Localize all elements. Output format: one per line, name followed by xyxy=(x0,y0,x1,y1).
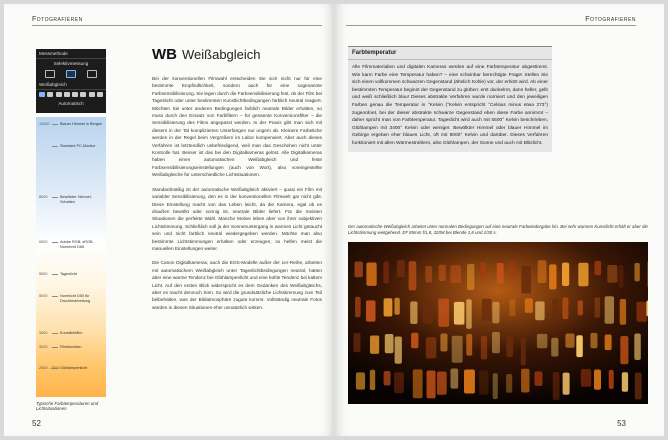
lamp-shape xyxy=(620,336,628,364)
lamp-shape xyxy=(370,336,379,354)
evaluative-metering-icon xyxy=(45,70,55,78)
lamp-shape xyxy=(467,264,474,290)
left-page xyxy=(4,4,334,436)
lamp-shape xyxy=(521,369,529,393)
scale-tick xyxy=(52,146,58,147)
paragraph: Die Canon Digitalkameras, auch die EOS-Modelle außer der 1er-Reihe, arbeiten mit automatischem Weißabgleich unter Tageslichtbedingungen neutral, hatten aber eine warme Tendenz bei Glühlampenlicht und eine kühle Tendenz bei kaltem Licht. Auf den ersten Blick widerspricht es dem Gedanken des Weißabgleichs, aber es macht dennoch Sinn. So wird die grundsätzliche Lichtstimmung zum Teil beibehalten, was der Bildatmosphäre zugute kommt. Vollständig neutrale Fotos würden in diesen Situationen eher unnatürlich wirken. xyxy=(152,260,322,310)
kelvin-value: 5500 xyxy=(39,272,48,276)
paragraph: Bei der konventionellen Filmwahl entscheiden Sie sich nicht nur für eine bestimmte Empfindlichkeit, sondern auch für eine sogenannte Farbsensibilisierung. Sie legen durch die Farbsensibilisierung fest, ob der Film bei Tageslicht oder unter bestimmten Kunstlichtbedingungen farblich neutral reagiert. Möchten Sie unter anderen Bedingungen farblich neutrale Bilder erhalten, so muss durch den Einsatz von Farbfiltern – für genannte Konversionsfilter – die Sensibilisierung des Films angepasst werden. In der Praxis gibt man sich mit diesem in der Tat komplizierten Unterfangen nur ungern ab. Kleinere Farbstiche werden in der Regel beim Vergrößern im Labor kompensiert. Aber auch dieses Verfahren ist letztendlich unbefriedigend, weil man das Geschehen nicht unter Kontrolle hat. Besser ist das bei den Digitalkameras gelöst. Alle Digitalkameras haben einen automatischen Weißabgleich und feste Farbsensibilisierungseinstellungen (auch von Wort), also voreingestellte Weißabgleiche für unterschiedliche Lichtsituationen. xyxy=(152,76,322,178)
lamp-shape xyxy=(578,300,583,315)
main-text-column xyxy=(152,46,322,318)
lamp-shape xyxy=(413,369,423,398)
white-balance-sidebar xyxy=(36,49,106,417)
lamp-shape xyxy=(438,299,449,327)
lamp-shape xyxy=(634,334,641,361)
right-page xyxy=(334,4,664,436)
lamp-shape xyxy=(353,333,360,352)
custom-wb-icon xyxy=(97,92,103,97)
lamp-shape xyxy=(535,301,544,320)
lamp-shape xyxy=(411,333,418,348)
lamp-shape xyxy=(464,370,475,394)
lamp-shape xyxy=(423,299,433,324)
lamp-shape xyxy=(506,374,512,393)
lamp-shape xyxy=(384,298,393,316)
title-text: Weißabgleich xyxy=(182,47,261,62)
light-situation-label: Adobe RGB, sRGB, Normlicht D65 xyxy=(60,240,94,249)
lamp-shape xyxy=(551,338,558,357)
lamp-shape xyxy=(553,372,560,400)
lamp-shape xyxy=(595,261,602,275)
lamp-shape xyxy=(609,370,614,389)
fluorescent-wb-icon xyxy=(80,92,86,97)
lamp-shape xyxy=(355,262,363,278)
lamp-shape xyxy=(562,298,568,320)
lamp-shape xyxy=(565,334,574,348)
lamp-shape xyxy=(594,370,601,390)
running-head-left: Fotografieren xyxy=(32,16,322,26)
lamp-shape xyxy=(479,370,488,394)
light-situation-label: Bewölkter Himmel, Schatten xyxy=(60,195,92,204)
title-abbrev: WB xyxy=(152,46,177,63)
lamp-shape xyxy=(622,372,628,392)
lamp-shape xyxy=(578,263,588,286)
lamp-shape xyxy=(563,373,570,395)
scale-tick xyxy=(52,124,58,125)
light-situation-label: Kunstlichtfilm xyxy=(60,331,83,335)
section-title xyxy=(152,46,322,63)
lamp-shape xyxy=(492,332,500,353)
warm-light-photo-illustration xyxy=(348,242,648,404)
lamp-shape xyxy=(397,260,405,277)
info-box-text: Alle Filmmaterialien und digitalen Kameras werden auf eine Farbtemperatur abgestimmt. Wie kann Farbe eine Temperatur haben? – eine scheinbar berechtigte Frage! Stellen Sie sich einen vollkommen schwarzen Gegenstand (ähnlich Kohle) vor, der erhitzt wird. Ab einer bestimmten Temperatur beginnt der Gegenstand zu glühen: erst dunkelrot, dann heller, gelb und weiß schließlich blau! Dieses abstrakte Verfahren wurde normiert und den jeweiligen Farben genau die Temperatur in °Kelvin (°Kelvin entspricht °Celsius minus etwa 273°) zugeordnet, bei der dieser abstrakte schwarze Gegenstand eben diese Farbe annimmt – daher spricht man von Farbtemperatur. Tageslicht wird auch mit 5500° Kelvin beschrieben, Glühlampen mit 3400° Kelvin oder weniger. Bewölkter Himmel oder blauer Himmel im Gebirge ergeben eher blaues Licht, oft mit 8000° Kelvin und darüber. Dieses Verfahren funktioniert mit allen Wärmestrahlern, also Glühlampen, der Sonne und auch mit Blitzlicht. xyxy=(352,65,548,146)
scale-tick xyxy=(52,296,58,297)
auto-wb-icon xyxy=(39,92,45,97)
lamp-shape xyxy=(451,369,459,389)
kelvin-value: 5000 xyxy=(39,294,48,298)
metering-icons xyxy=(36,68,106,80)
light-situation-label: Filmleuchten xyxy=(60,345,82,349)
lamp-shape xyxy=(440,334,447,352)
daylight-wb-icon xyxy=(47,92,53,97)
lamp-shape xyxy=(481,336,487,359)
lamp-shape xyxy=(552,299,558,319)
lamp-shape xyxy=(425,266,432,283)
camera-menu-screenshot xyxy=(36,49,106,113)
metering-sub-label: Selektivmessung xyxy=(53,61,89,66)
flash-wb-icon xyxy=(89,92,95,97)
lamp-shape xyxy=(439,265,446,282)
scale-tick xyxy=(52,368,58,369)
lamp-shape xyxy=(581,369,591,387)
shade-wb-icon xyxy=(56,92,62,97)
scale-tick xyxy=(52,333,58,334)
lamp-shape xyxy=(482,299,492,321)
lamp-shape xyxy=(450,265,461,283)
metering-menu-title: Messmethode xyxy=(36,49,106,59)
lamp-shape xyxy=(607,265,617,283)
wb-menu-title: Weißabgleich xyxy=(36,80,106,90)
lamp-shape xyxy=(618,265,623,288)
light-situation-label: Blauer Himmel in Bergen xyxy=(60,122,103,126)
lamp-shape xyxy=(635,373,642,400)
lamp-shape xyxy=(395,337,402,364)
light-situation-label: Normlicht D50 für Druckbearbeitung xyxy=(60,294,90,303)
kelvin-value: 10000 xyxy=(39,122,50,126)
lamps-photo xyxy=(348,242,648,404)
lamp-shape xyxy=(366,263,376,286)
lamp-shape xyxy=(384,371,391,386)
kelvin-value: 2500 - 2000 xyxy=(39,366,60,370)
info-box xyxy=(348,46,552,152)
lamp-shape xyxy=(562,263,569,286)
center-weighted-metering-icon xyxy=(87,70,97,78)
lamp-shape xyxy=(480,263,486,278)
lamp-shape xyxy=(595,297,601,318)
lamp-shape xyxy=(385,334,394,353)
kelvin-value: 6500 xyxy=(39,240,48,244)
wb-preset-icons xyxy=(36,90,106,99)
lamp-shape xyxy=(509,299,515,316)
photo-caption: Der automatische Weißabgleich arbeitet unter normalen Bedingungen auf eine neutrale Farbwiedergabe hin. Bei sehr warmen Kunstlicht erhält er aber die Lichtstimmung weitgehend. EF 85mm f/1,8, 320M bei Blende 1,8 und 1/30 s. xyxy=(348,224,648,235)
lamp-shape xyxy=(409,261,417,290)
lamp-shape xyxy=(549,264,556,289)
lamp-shape xyxy=(427,371,436,399)
lamp-shape xyxy=(590,333,597,348)
lamp-shape xyxy=(452,336,463,363)
light-situation-label: Standard PC-Monitor xyxy=(60,144,96,148)
lamp-shape xyxy=(521,338,526,366)
lamp-shape xyxy=(497,263,504,284)
lamp-shape xyxy=(636,302,647,322)
kelvin-value: 3200 xyxy=(39,345,48,349)
book-spread xyxy=(4,4,664,436)
lamp-shape xyxy=(508,261,516,279)
lamp-shape xyxy=(437,372,447,395)
lamp-shape xyxy=(576,335,583,357)
lamp-shape xyxy=(394,298,399,315)
lamp-shape xyxy=(356,372,365,389)
lamp-shape xyxy=(647,261,648,288)
kelvin-value: 3400 xyxy=(39,331,48,335)
running-head-right: Fotografieren xyxy=(346,16,636,26)
wb-value: Automatisch xyxy=(58,101,84,106)
scale-tick xyxy=(52,197,58,198)
color-temperature-scale xyxy=(36,117,106,397)
tungsten-wb-icon xyxy=(72,92,78,97)
lamp-shape xyxy=(605,335,612,351)
lamp-shape xyxy=(605,296,614,324)
lamp-shape xyxy=(466,299,472,329)
lamp-shape xyxy=(525,298,533,313)
page-number-left: 52 xyxy=(32,419,41,428)
light-situation-label: Glühlampenlicht xyxy=(60,366,88,370)
lamp-shape xyxy=(506,336,513,357)
lamp-shape xyxy=(394,372,404,393)
lamp-shape xyxy=(366,300,376,321)
lamp-shape xyxy=(410,301,417,324)
page-number-right: 53 xyxy=(617,419,626,428)
scale-tick xyxy=(52,274,58,275)
lamp-shape xyxy=(538,260,547,283)
lamp-shape xyxy=(370,370,375,390)
scale-tick xyxy=(52,242,58,243)
cloudy-wb-icon xyxy=(64,92,70,97)
lamp-shape xyxy=(646,300,648,316)
lamp-shape xyxy=(426,337,437,358)
lamp-shape xyxy=(537,334,548,348)
lamp-shape xyxy=(383,261,389,283)
lamp-shape xyxy=(466,334,472,356)
lamp-shape xyxy=(620,299,626,325)
lamp-shape xyxy=(535,371,543,386)
lamp-shape xyxy=(493,373,498,399)
info-box-title: Farbtemperatur xyxy=(348,47,552,60)
lamp-shape xyxy=(635,263,640,282)
light-situation-label: Tageslicht xyxy=(60,272,77,276)
scale-tick xyxy=(52,347,58,348)
lamp-shape xyxy=(355,297,361,318)
lamp-shape xyxy=(492,302,499,324)
paragraph: Standardmäßig ist der automatische Weißabgleich aktiviert – quasi ein Film mit variabler Sensibilisierung, den es in der konventionellen Filmwelt gar nicht gibt. Diese Einstellung macht von das Leben leicht, da die Kamera, egal ob es draußen bewölkt oder sonnig ist, neutrale Bilder liefert. Für die meisten Situationen die perfekte Wahl. Manche Motive leben aber von ihrer subjektiven Lichtstimmung. Schließlich soll ja der Sonnenuntergang in warmes Licht getaucht sein und nicht farblich neutral wiedergegeben werden. Möchte man also bestimmte Lichtstimmungen erhalten oder erzeugen, so helfen meist die manuellen Einstellungen weiter. xyxy=(152,186,322,251)
lamp-shape xyxy=(521,266,531,294)
kelvin-value: 8000 xyxy=(39,195,48,199)
partial-metering-icon xyxy=(66,70,76,78)
lamp-shape xyxy=(454,302,465,325)
scale-caption: Typische Farbtemperaturen und Lichtsituationen xyxy=(36,401,99,411)
